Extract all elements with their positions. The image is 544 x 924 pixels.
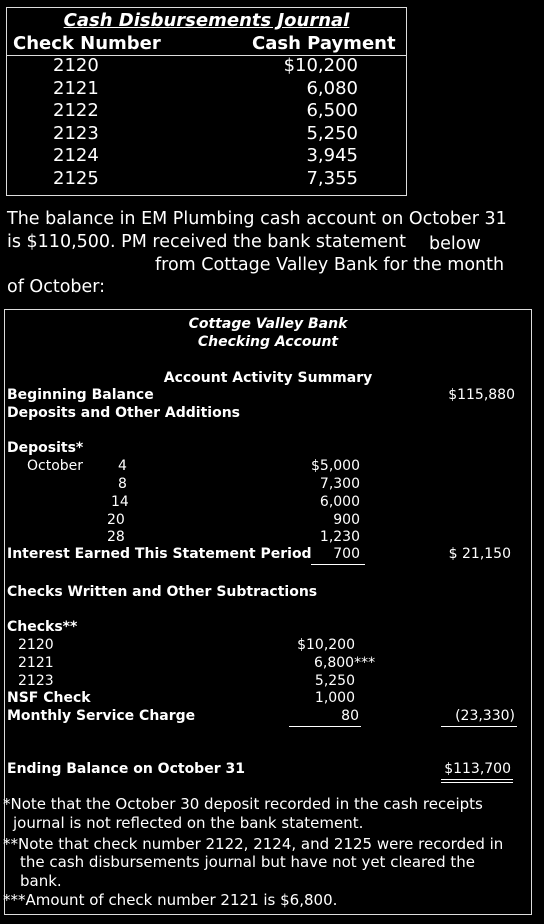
deposits-additions-label: Deposits and Other Additions [7,405,241,421]
cash-payment-cell: 3,945 [306,145,358,166]
intro-line-3: from Cottage Valley Bank for the month [155,255,505,275]
note-1-line-2: journal is not reflected on the bank statement. [13,814,364,832]
note-1-line-1: *Note that the October 30 deposit recorded in the cash receipts [3,795,483,813]
check-amount: 5,250 [314,673,355,689]
check-number-header: Check Number [13,33,161,54]
note-2-line-2: the cash disbursements journal but have not yet cleared the [20,853,476,871]
deposit-day: 28 [107,529,125,545]
bank-statement [4,309,532,915]
cash-payment-header: Cash Payment [252,33,396,54]
check-number: 2120 [18,637,54,653]
service-charge-value: 80 [341,708,359,724]
check-number: 2121 [18,655,54,671]
bank-name: Cottage Valley Bank [188,316,348,332]
table-row [7,78,406,101]
note-3: ***Amount of check number 2121 is $6,800. [3,891,338,909]
journal-title: Cash Disbursements Journal [63,10,350,31]
deposit-day: 4 [118,458,127,474]
deposit-amount: 6,000 [319,494,360,510]
beginning-balance-label: Beginning Balance [7,387,154,403]
check-amount: 6,800*** [314,655,376,671]
summary-title: Account Activity Summary [163,370,373,386]
check-amount: $10,200 [297,637,355,653]
note-2-line-3: bank. [20,872,62,890]
subtractions-total: (23,330) [455,708,515,724]
additions-total: $ 21,150 [448,546,511,562]
table-row [7,145,406,168]
check-number-cell: 2121 [53,77,99,99]
ending-underline-1 [441,779,513,780]
deposit-amount: 900 [333,512,360,528]
check-number: 2123 [18,673,54,689]
table-row [7,123,406,146]
table-row [7,168,406,191]
deposit-month: October [27,458,84,474]
table-row [7,55,406,78]
account-type: Checking Account [197,334,339,350]
deposit-amount: 7,300 [319,476,360,492]
cash-payment-cell: $10,200 [283,55,358,76]
check-number-cell: 2122 [53,100,99,121]
deposit-day: 8 [118,476,127,492]
interest-value: 700 [333,546,360,562]
deposit-day: 14 [111,494,129,510]
table-row [7,100,406,123]
beginning-balance-value: $115,880 [448,387,515,403]
deposit-amount: 1,230 [319,529,360,545]
ending-underline-2 [441,782,513,783]
note-2-line-1: **Note that check number 2122, 2124, and 2125 were recorded in [3,835,504,853]
cash-payment-cell: 5,250 [306,122,358,144]
check-number-cell: 2124 [53,145,99,166]
interest-label: Interest Earned This Statement Period [7,546,312,562]
ending-balance-value: $113,700 [444,761,511,777]
nsf-value: 1,000 [314,690,355,706]
intro-line-2: is $110,500. PM received the bank statement [7,232,407,252]
check-number-cell: 2120 [53,55,99,76]
cash-payment-cell: 7,355 [306,167,358,189]
intro-line-4: of October: [7,277,106,297]
deposit-amount: $5,000 [311,458,360,474]
intro-line-1: The balance in EM Plumbing cash account on October 31 [7,209,507,229]
nsf-label: NSF Check [7,690,91,706]
cash-payment-cell: 6,080 [306,77,358,99]
service-charge-label: Monthly Service Charge [7,708,196,724]
cash-disbursements-journal-table [6,7,407,196]
deposit-day: 20 [107,512,125,528]
checks-heading: Checks** [7,619,78,635]
intro-line-2-below: below [429,234,481,254]
cash-payment-cell: 6,500 [306,100,358,121]
ending-balance-label: Ending Balance on October 31 [7,761,245,777]
subtractions-label: Checks Written and Other Subtractions [7,584,318,600]
subtractions-underline [441,726,517,727]
service-underline [289,726,361,727]
check-number-cell: 2123 [53,122,99,144]
interest-underline [311,564,365,565]
check-number-cell: 2125 [53,167,99,189]
deposits-heading: Deposits* [7,440,84,456]
